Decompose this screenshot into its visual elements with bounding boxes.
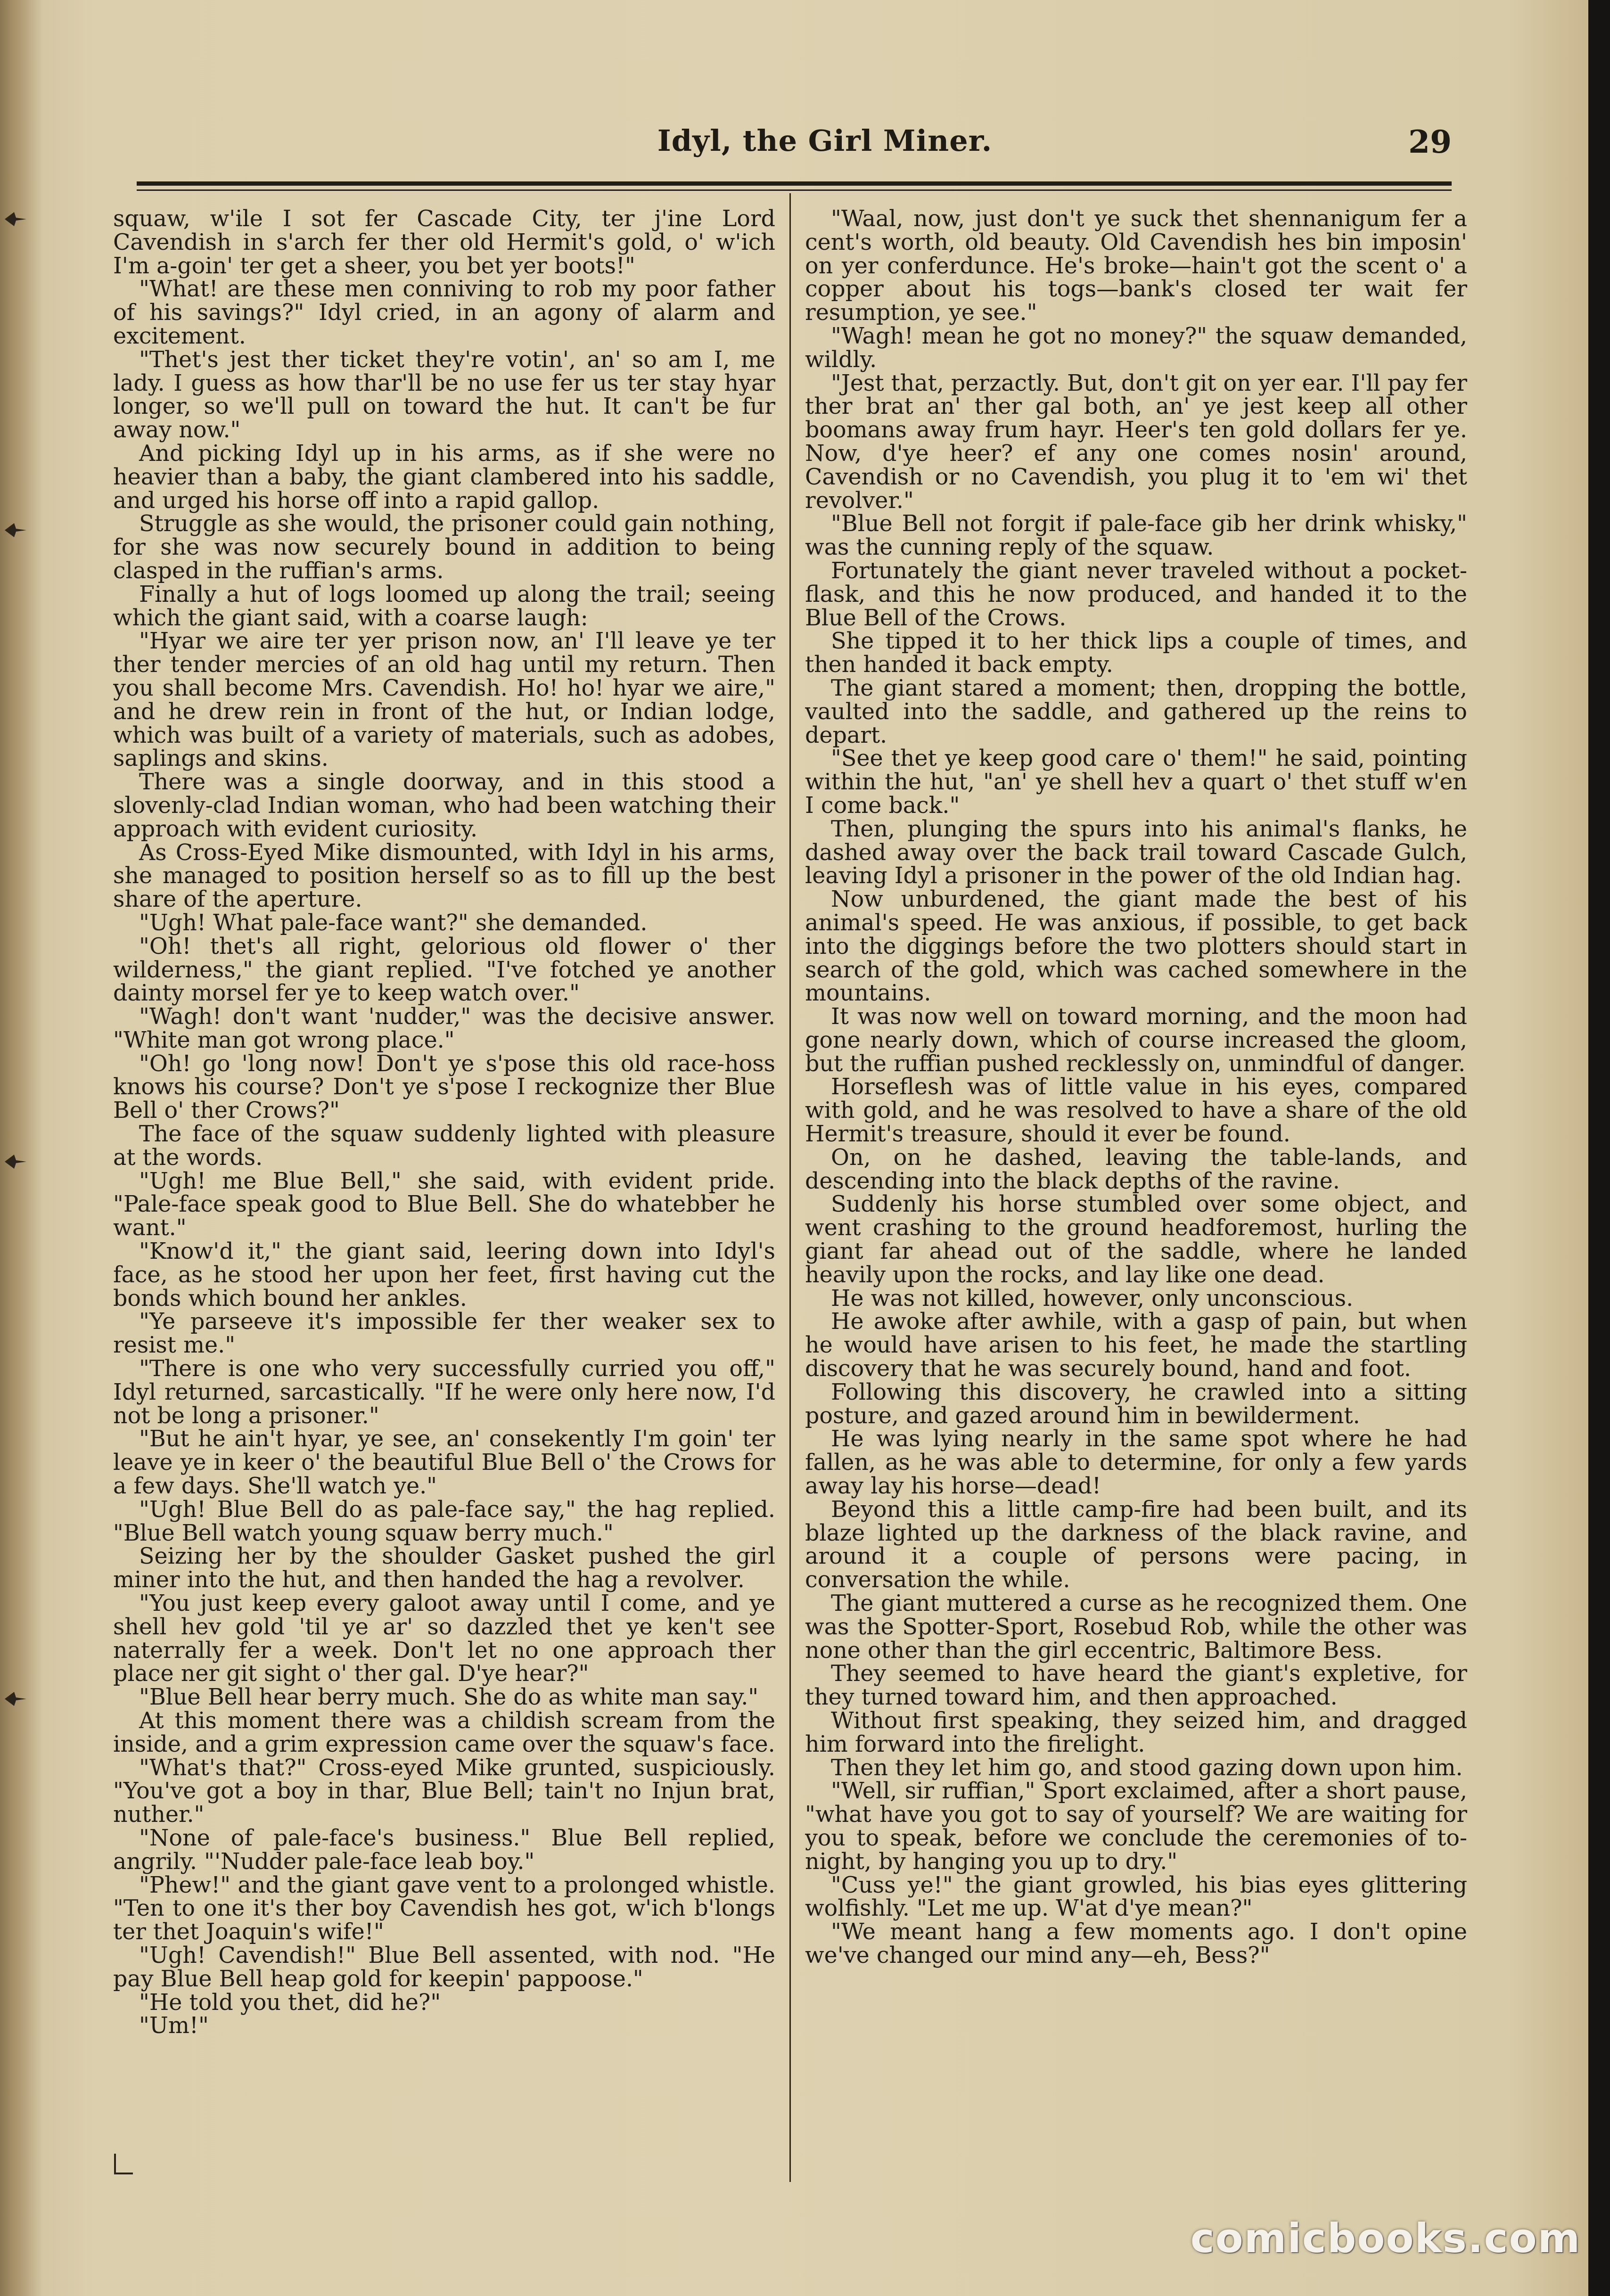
paragraph: "None of pale-face's business." Blue Bell replied, angrily. "'Nudder pale-face leab boy." bbox=[113, 1825, 775, 1875]
paragraph: "Oh! go 'long now! Don't ye s'pose this old race-hoss knows his course? Don't ye s'pose I reckognize ther Blue Bell o' ther Crows?" bbox=[113, 1050, 775, 1124]
paragraph: "Um!" bbox=[139, 2013, 209, 2039]
paragraph: "Well, sir ruffian," Sport exclaimed, after a short pause, "what have you got to say of yourself? We are waiting for you to speak, before we conclude the ceremonies of to-night, by hanging you up to dry." bbox=[805, 1778, 1467, 1875]
column-divider bbox=[789, 193, 791, 2182]
watermark-text: comicbooks.com bbox=[1190, 2215, 1581, 2262]
paragraph: He was lying nearly in the same spot where he had fallen, as he was able to determine, for only a few yards away lay his horse—dead! bbox=[805, 1426, 1467, 1500]
paragraph: Fortunately the giant never traveled without a pocket-flask, and this he now produced, and handed it to the Blue Bell of the Crows. bbox=[805, 558, 1467, 631]
paragraph: "Ugh! Blue Bell do as pale-face say," the hag replied. "Blue Bell watch young squaw berry much." bbox=[113, 1496, 775, 1546]
paragraph: "We meant hang a few moments ago. I don't opine we've changed our mind any—eh, Bess?" bbox=[805, 1919, 1467, 1968]
paragraph: "Blue Bell not forgit if pale-face gib her drink whisky," was the cunning reply of the squaw. bbox=[805, 511, 1467, 561]
page-number: 29 bbox=[1408, 123, 1452, 160]
paragraph: Without first speaking, they seized him, and dragged him forward into the firelight. bbox=[805, 1708, 1467, 1757]
paragraph: The face of the squaw suddenly lighted with pleasure at the words. bbox=[113, 1121, 775, 1171]
paragraph: She tipped it to her thick lips a couple of times, and then handed it back empty. bbox=[805, 628, 1467, 678]
paragraph: Finally a hut of logs loomed up along the trail; seeing which the giant said, with a coarse laugh: bbox=[113, 581, 775, 631]
paragraph: "Thet's jest ther ticket they're votin', an' so am I, me lady. I guess as how thar'll be no use fer us ter stay hyar longer, so we'll pull on toward the hut. It can't be fur away now." bbox=[113, 346, 775, 443]
paragraph: "Hyar we aire ter yer prison now, an' I'll leave ye ter ther tender mercies of an old hag until my return. Then you shall become Mrs. Cavendish. Ho! ho! hyar we aire," and he drew rein in front of the hut, or Indian lodge, which was built of a variety of materials, such as adobes, saplings and skins. bbox=[113, 628, 775, 772]
paragraph: "What! are these men conniving to rob my poor father of his savings?" Idyl cried, in an agony of alarm and excitement. bbox=[113, 276, 775, 349]
paragraph: It was now well on toward morning, and the moon had gone nearly down, which of course increased the gloom, but the ruffian pushed recklessly on, unmindful of danger. bbox=[805, 1004, 1467, 1077]
paragraph: Seizing her by the shoulder Gasket pushed the girl miner into the hut, and then handed the hag a revolver. bbox=[113, 1543, 775, 1593]
paragraph: "Wagh! don't want 'nudder," was the decisive answer. "White man got wrong place." bbox=[113, 1004, 775, 1053]
paragraph: Beyond this a little camp-fire had been built, and its blaze lighted up the darkness of the black ravine, and around it a couple of persons were pacing, in conversation the while. bbox=[805, 1496, 1467, 1593]
paragraph: "Ugh! What pale-face want?" she demanded. bbox=[139, 910, 648, 936]
paragraph: They seemed to have heard the giant's expletive, for they turned toward him, and then approached. bbox=[805, 1661, 1467, 1711]
paragraph: "But he ain't hyar, ye see, an' consekently I'm goin' ter leave ye in keer o' the beautiful Blue Bell o' the Crows for a few days. She'll watch ye." bbox=[113, 1426, 775, 1500]
paragraph: "Ye parseeve it's impossible fer ther weaker sex to resist me." bbox=[113, 1309, 775, 1359]
paragraph: "See thet ye keep good care o' them!" he said, pointing within the hut, "an' ye shell hev a quart o' thet stuff w'en I come back." bbox=[805, 746, 1467, 819]
paragraph: "You just keep every galoot away until I come, and ye shell hev gold 'til ye ar' so dazzled thet ye ken't see naterrally fer a week. Don't let no one approach ther place ner git sight o' ther gal. D'ye hear?" bbox=[113, 1591, 775, 1687]
paragraph: Suddenly his horse stumbled over some object, and went crashing to the ground headforemost, hurling the giant far ahead out of the saddle, where he landed heavily upon the rocks, and lay like one dead. bbox=[805, 1191, 1467, 1288]
paragraph: He awoke after awhile, with a gasp of pain, but when he would have arisen to his feet, he made the startling discovery that he was securely bound, hand and foot. bbox=[805, 1309, 1467, 1382]
right-column bbox=[805, 207, 1467, 2177]
binding-star-mark bbox=[0, 1687, 28, 1711]
paragraph: "Blue Bell hear berry much. She do as white man say." bbox=[139, 1684, 759, 1711]
paragraph: Struggle as she would, the prisoner could gain nothing, for she was now securely bound in addition to being clasped in the ruffian's arms. bbox=[113, 511, 775, 584]
paragraph: Following this discovery, he crawled into a sitting posture, and gazed around him in bewilderment. bbox=[805, 1379, 1467, 1429]
paragraph: Then they let him go, and stood gazing down upon him. bbox=[831, 1755, 1463, 1781]
header-rule-thin bbox=[137, 189, 1452, 191]
paragraph: He was not killed, however, only unconscious. bbox=[831, 1285, 1354, 1312]
paragraph: Then, plunging the spurs into his animal's flanks, he dashed away over the back trail toward Cascade Gulch, leaving Idyl a prisoner in the power of the old Indian hag. bbox=[805, 816, 1467, 889]
paragraph: Horseflesh was of little value in his eyes, compared with gold, and he was resolved to have a share of the old Hermit's treasure, should it ever be found. bbox=[805, 1074, 1467, 1148]
paragraph: Now unburdened, the giant made the best of his animal's speed. He was anxious, if possible, to get back into the diggings before the two plotters should start in search of the gold, which was cached somewhere in the mountains. bbox=[805, 886, 1467, 1007]
paragraph: On, on he dashed, leaving the table-lands, and descending into the black depths of the ravine. bbox=[805, 1144, 1467, 1194]
paragraph: "He told you thet, did he?" bbox=[139, 1989, 441, 2016]
paragraph: "Wagh! mean he got no money?" the squaw demanded, wildly. bbox=[805, 323, 1467, 373]
paragraph: "Ugh! me Blue Bell," she said, with evident pride. "Pale-face speak good to Blue Bell. She do whatebber he want." bbox=[113, 1168, 775, 1241]
paragraph: "Phew!" and the giant gave vent to a prolonged whistle. "Ten to one it's ther boy Cavendish hes got, w'ich b'longs ter thet Joaquin's wife!" bbox=[113, 1872, 775, 1945]
paragraph: The giant stared a moment; then, dropping the bottle, vaulted into the saddle, and gathered up the reins to depart. bbox=[805, 675, 1467, 748]
paragraph: The giant muttered a curse as he recognized them. One was the Spotter-Sport, Rosebud Rob, while the other was none other than the girl eccentric, Baltimore Bess. bbox=[805, 1591, 1467, 1664]
paragraph: There was a single doorway, and in this stood a slovenly-clad Indian woman, who had been watching their approach with evident curiosity. bbox=[113, 769, 775, 842]
paragraph: And picking Idyl up in his arms, as if she were no heavier than a baby, the giant clambered into his saddle, and urged his horse off into a rapid gallop. bbox=[113, 440, 775, 514]
paragraph: "Jest that, perzactly. But, don't git on yer ear. I'll pay fer ther brat an' ther gal both, an' ye jest keep all other boomans away frum hayr. Heer's ten gold dollars fer ye. Now, d'ye heer? ef any one comes nosin' around, Cavendish or no Cavendish, you plug it to 'em wi' thet revolver." bbox=[805, 370, 1467, 514]
header-rule-thick bbox=[137, 181, 1452, 186]
paragraph: At this moment there was a childish scream from the inside, and a grim expression came over the squaw's face. bbox=[113, 1708, 775, 1757]
paragraph: "Waal, now, just don't ye suck thet shennanigum fer a cent's worth, old beauty. Old Cavendish hes bin imposin' on yer conferdunce. He's broke—hain't got the scent o' a copper about his togs—bank's closed ter wait fer resumption, ye see." bbox=[805, 207, 1467, 326]
binding-star-mark bbox=[0, 518, 28, 542]
paragraph: As Cross-Eyed Mike dismounted, with Idyl in his arms, she managed to position herself so as to fill up the best share of the aperture. bbox=[113, 839, 775, 913]
paragraph: "Ugh! Cavendish!" Blue Bell assented, with nod. "He pay Blue Bell heap gold for keepin' pappoose." bbox=[113, 1942, 775, 1992]
paragraph: "What's that?" Cross-eyed Mike grunted, suspiciously. "You've got a boy in thar, Blue Bell; tain't no Injun brat, nuther." bbox=[113, 1755, 775, 1828]
paragraph: "There is one who very successfully curried you off," Idyl returned, sarcastically. "If he were only here now, I'd not be long a prisoner." bbox=[113, 1356, 775, 1429]
paragraph: "Cuss ye!" the giant growled, his bias eyes glittering wolfishly. "Let me up. W'at d'ye mean?" bbox=[805, 1872, 1467, 1922]
running-title: Idyl, the Girl Miner. bbox=[657, 123, 993, 158]
binding-star-mark bbox=[0, 1150, 28, 1173]
column-end-mark bbox=[114, 2154, 133, 2174]
paragraph: "Oh! thet's all right, gelorious old flower o' ther wilderness," the giant replied. "I've fotched ye another dainty morsel fer ye to keep watch over." bbox=[113, 933, 775, 1007]
binding-star-mark bbox=[0, 207, 28, 231]
left-column bbox=[113, 207, 775, 2177]
paragraph: squaw, w'ile I sot fer Cascade City, ter j'ine Lord Cavendish in s'arch fer ther old Hermit's gold, o' w'ich I'm a-goin' ter get a sheer, you bet yer boots!" bbox=[113, 207, 775, 279]
paragraph: "Know'd it," the giant said, leering down into Idyl's face, as he stood her upon her feet, first having cut the bonds which bound her ankles. bbox=[113, 1238, 775, 1312]
